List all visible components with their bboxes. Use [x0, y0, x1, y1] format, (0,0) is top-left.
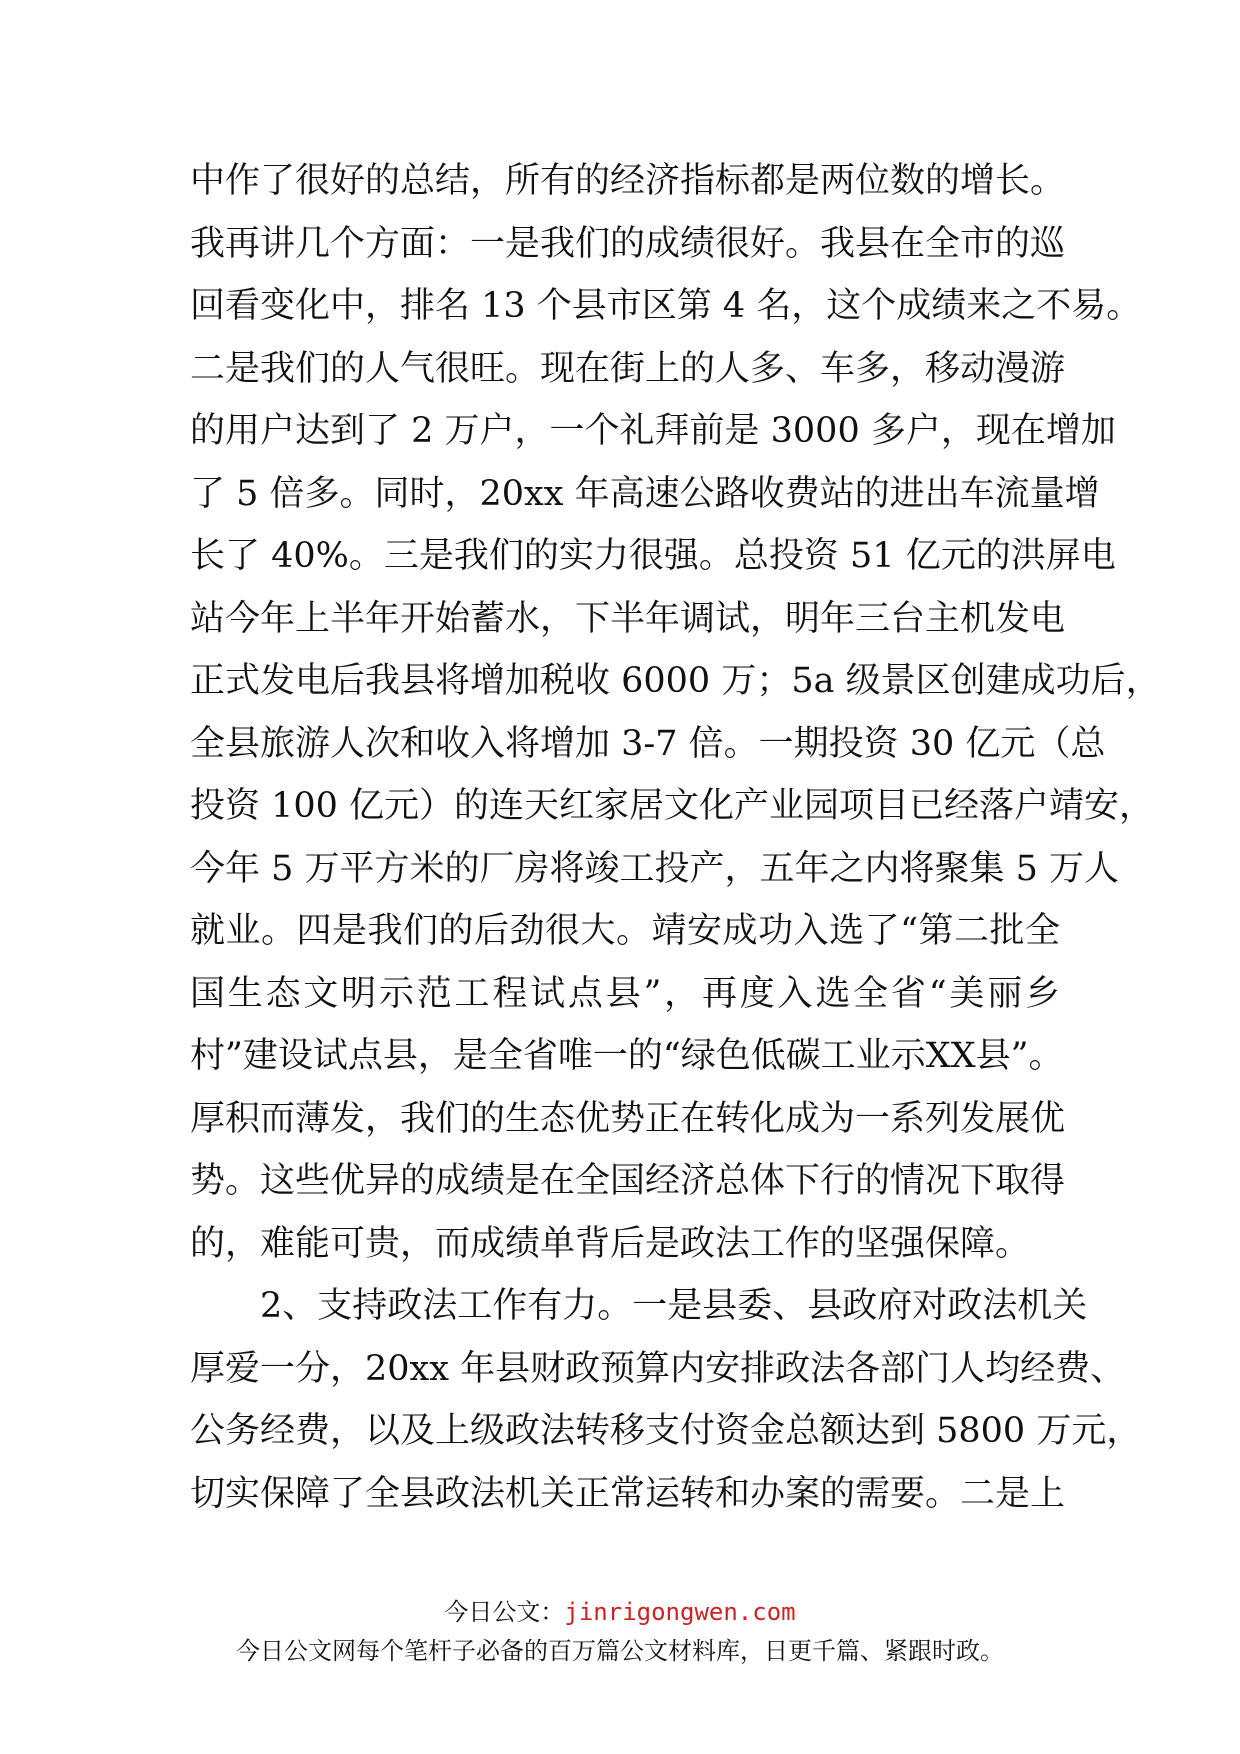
text-line: 正式发电后我县将增加税收 6000 万；5a 级景区创建成功后， [190, 661, 1161, 701]
text-line: 厚积而薄发，我们的生态优势正在转化成为一系列发展优 [190, 1098, 1066, 1139]
text-line: 势。这些优异的成绩是在全国经济总体下行的情况下取得 [190, 1161, 1066, 1201]
text-line: 回看变化中，排名 13 个县市区第 4 名，这个成绩来之不易。 [190, 286, 1142, 326]
text-line: 国生态文明示范工程试点县”，再度入选全省“美丽乡 [190, 973, 1060, 1014]
text-line: 我再讲几个方面：一是我们的成绩很好。我县在全市的巡 [190, 223, 1066, 264]
text-line: 村”建设试点县，是全省唯一的“绿色低碳工业示XX县”。 [190, 1036, 1064, 1076]
text-line: 的用户达到了 2 万户，一个礼拜前是 3000 多户，现在增加 [190, 411, 1116, 451]
footer-source-label: 今日公文： [444, 1598, 565, 1626]
text-line: 投资 100 亿元）的连天红家居文化产业园项目已经落户靖安， [190, 786, 1155, 826]
footer-slogan: 今日公文网每个笔杆子必备的百万篇公文材料库，日更千篇、紧跟时政。 [236, 1637, 1004, 1665]
text-line: 公务经费，以及上级政法转移支付资金总额达到 5800 万元， [190, 1411, 1142, 1451]
text-line: 厚爱一分，20xx 年县财政预算内安排政法各部门人均经费、 [190, 1348, 1126, 1389]
text-line: 今年 5 万平方米的厂房将竣工投产，五年之内将聚集 5 万人 [190, 848, 1120, 889]
text-line: 就业。四是我们的后劲很大。靖安成功入选了“第二批全 [190, 911, 1060, 951]
footer-source-link[interactable]: jinrigongwen.com [564, 1598, 796, 1626]
footer-source [0, 1596, 1240, 1628]
text-line: 全县旅游人次和收入将增加 3-7 倍。一期投资 30 亿元（总 [190, 723, 1106, 764]
text-line: 的，难能可贵，而成绩单背后是政法工作的坚强保障。 [190, 1223, 1031, 1264]
text-line: 长了 40%。三是我们的实力很强。总投资 51 亿元的洪屏电 [190, 536, 1116, 576]
text-line: 了 5 倍多。同时，20xx 年高速公路收费站的进出车流量增 [190, 473, 1100, 514]
paragraph-1 [190, 150, 1161, 1275]
paragraph-2 [190, 1275, 1142, 1525]
text-line: 切实保障了全县政法机关正常运转和办案的需要。二是上 [190, 1473, 1066, 1514]
text-line: 二是我们的人气很旺。现在街上的人多、车多，移动漫游 [190, 348, 1066, 389]
text-line: 2、支持政法工作有力。一是县委、县政府对政法机关 [260, 1286, 1088, 1326]
text-line: 站今年上半年开始蓄水，下半年调试，明年三台主机发电 [190, 598, 1066, 639]
document-body [190, 150, 1161, 1525]
text-line: 中作了很好的总结，所有的经济指标都是两位数的增长。 [190, 161, 1066, 201]
